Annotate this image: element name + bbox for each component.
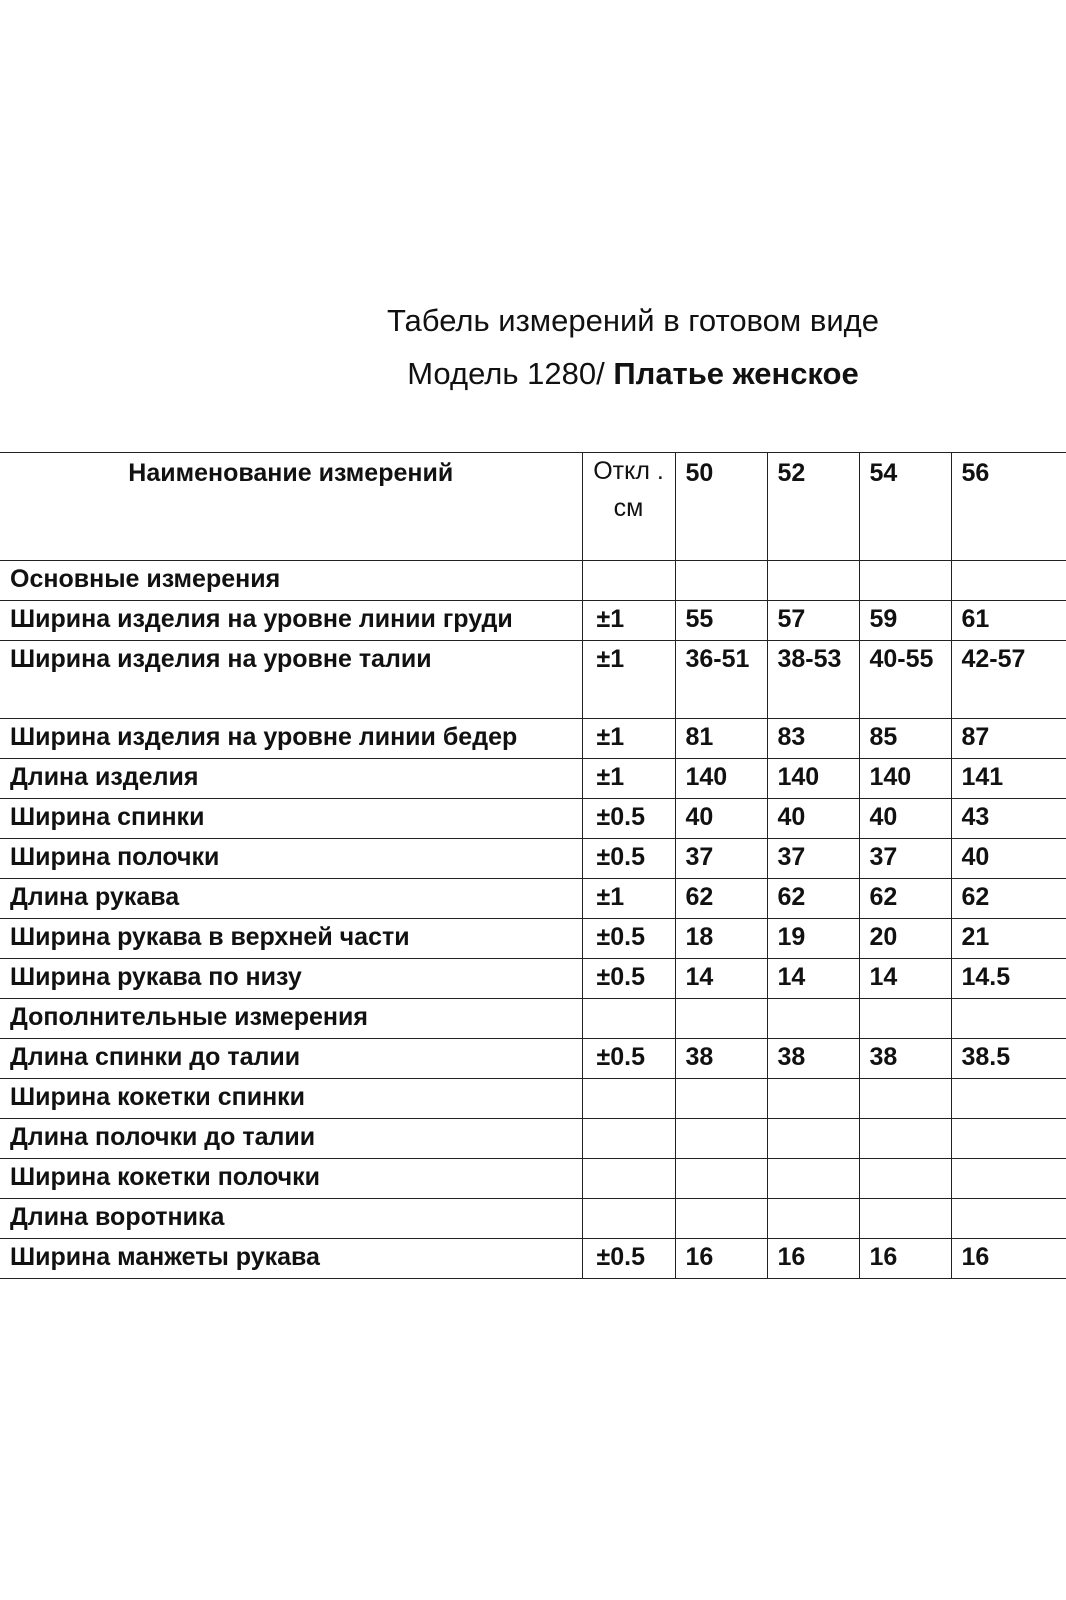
size-value-cell [767, 561, 859, 601]
size-value-cell: 40 [859, 799, 951, 839]
header-size-cell: 50 [675, 453, 767, 561]
measurement-name-cell: Ширина манжеты рукава [0, 1239, 582, 1279]
size-value-cell: 59 [859, 601, 951, 641]
measurement-name-cell: Ширина изделия на уровне талии [0, 641, 582, 719]
size-value-cell: 62 [859, 879, 951, 919]
size-value-cell: 16 [675, 1239, 767, 1279]
size-value-cell [859, 999, 951, 1039]
size-value-cell [675, 1079, 767, 1119]
size-value-cell [675, 1199, 767, 1239]
size-value-cell: 140 [767, 759, 859, 799]
table-row [0, 999, 1066, 1039]
document-title-text: Табель измерений в готовом виде [387, 303, 879, 338]
table-row [0, 759, 1066, 799]
size-value-cell: 81 [675, 719, 767, 759]
size-value-cell [951, 1079, 1066, 1119]
tolerance-cell: ±0.5 [582, 839, 675, 879]
size-value-cell [675, 1159, 767, 1199]
measurement-name-cell: Длина воротника [0, 1199, 582, 1239]
size-value-cell: 57 [767, 601, 859, 641]
table-row [0, 1239, 1066, 1279]
size-value-cell: 87 [951, 719, 1066, 759]
size-value-cell: 37 [675, 839, 767, 879]
size-value-cell [859, 1199, 951, 1239]
size-value-cell: 140 [859, 759, 951, 799]
size-value-cell: 42-57 [951, 641, 1066, 719]
table-row [0, 879, 1066, 919]
measurement-name-cell: Дополнительные измерения [0, 999, 582, 1039]
size-value-cell: 40 [951, 839, 1066, 879]
table-row [0, 719, 1066, 759]
size-value-cell: 38 [767, 1039, 859, 1079]
measurement-name-cell: Ширина спинки [0, 799, 582, 839]
measurement-name-cell: Длина изделия [0, 759, 582, 799]
document-subtitle [0, 356, 1066, 392]
table-header-row [0, 453, 1066, 561]
measurement-table [0, 452, 1066, 1279]
size-value-cell: 38-53 [767, 641, 859, 719]
size-value-cell: 85 [859, 719, 951, 759]
size-value-cell: 83 [767, 719, 859, 759]
header-tolerance-cell [582, 453, 675, 561]
measurement-name-cell: Ширина изделия на уровне линии бедер [0, 719, 582, 759]
size-value-cell [767, 1079, 859, 1119]
size-value-cell: 43 [951, 799, 1066, 839]
size-value-cell: 14 [675, 959, 767, 999]
size-value-cell [951, 1159, 1066, 1199]
table-row [0, 1039, 1066, 1079]
size-value-cell: 40-55 [859, 641, 951, 719]
tolerance-cell: ±0.5 [582, 799, 675, 839]
size-value-cell: 20 [859, 919, 951, 959]
size-value-cell [859, 561, 951, 601]
model-label: Модель 1280/ [407, 356, 605, 391]
size-value-cell: 38 [859, 1039, 951, 1079]
tolerance-cell: ±1 [582, 719, 675, 759]
size-value-cell [767, 1159, 859, 1199]
size-value-cell: 36-51 [675, 641, 767, 719]
table-row [0, 1119, 1066, 1159]
size-value-cell: 40 [675, 799, 767, 839]
table-body [0, 561, 1066, 1279]
table-row [0, 601, 1066, 641]
size-value-cell: 141 [951, 759, 1066, 799]
measurement-name-cell: Ширина кокетки спинки [0, 1079, 582, 1119]
size-value-cell [767, 1199, 859, 1239]
size-value-cell: 37 [767, 839, 859, 879]
size-value-cell: 21 [951, 919, 1066, 959]
tolerance-cell: ±1 [582, 759, 675, 799]
size-value-cell: 55 [675, 601, 767, 641]
size-value-cell [675, 561, 767, 601]
table-row [0, 799, 1066, 839]
size-value-cell [767, 999, 859, 1039]
size-value-cell [859, 1079, 951, 1119]
document-title [0, 303, 1066, 339]
size-value-cell: 62 [951, 879, 1066, 919]
size-value-cell: 62 [675, 879, 767, 919]
table-row [0, 959, 1066, 999]
tolerance-cell [582, 1199, 675, 1239]
header-tolerance-text: Откл . см [593, 457, 664, 522]
measurement-name-cell: Длина полочки до талии [0, 1119, 582, 1159]
product-label: Платье женское [604, 356, 859, 391]
measurement-name-cell: Длина рукава [0, 879, 582, 919]
header-size-cell: 54 [859, 453, 951, 561]
table-row [0, 561, 1066, 601]
header-name-cell: Наименование измерений [0, 453, 582, 561]
tolerance-cell: ±1 [582, 879, 675, 919]
tolerance-cell: ±1 [582, 641, 675, 719]
measurement-name-cell: Ширина полочки [0, 839, 582, 879]
size-value-cell [675, 1119, 767, 1159]
tolerance-cell: ±0.5 [582, 1039, 675, 1079]
size-value-cell [951, 1119, 1066, 1159]
measurement-name-cell: Ширина рукава в верхней части [0, 919, 582, 959]
size-value-cell: 16 [767, 1239, 859, 1279]
tolerance-cell: ±0.5 [582, 959, 675, 999]
size-value-cell: 14.5 [951, 959, 1066, 999]
size-value-cell: 16 [859, 1239, 951, 1279]
size-value-cell: 38.5 [951, 1039, 1066, 1079]
size-value-cell: 14 [767, 959, 859, 999]
tolerance-cell [582, 1079, 675, 1119]
tolerance-cell [582, 999, 675, 1039]
tolerance-cell: ±1 [582, 601, 675, 641]
size-value-cell: 38 [675, 1039, 767, 1079]
size-value-cell: 140 [675, 759, 767, 799]
measurement-name-cell: Ширина рукава по низу [0, 959, 582, 999]
header-size-cell: 52 [767, 453, 859, 561]
table-row [0, 919, 1066, 959]
size-value-cell [951, 1199, 1066, 1239]
tolerance-cell: ±0.5 [582, 919, 675, 959]
table-row [0, 641, 1066, 719]
table-row [0, 839, 1066, 879]
size-value-cell: 14 [859, 959, 951, 999]
size-value-cell [675, 999, 767, 1039]
size-value-cell: 62 [767, 879, 859, 919]
table-row [0, 1199, 1066, 1239]
tolerance-cell [582, 561, 675, 601]
size-value-cell: 16 [951, 1239, 1066, 1279]
size-value-cell [767, 1119, 859, 1159]
size-value-cell [859, 1159, 951, 1199]
header-size-cell: 56 [951, 453, 1066, 561]
size-value-cell [859, 1119, 951, 1159]
tolerance-cell [582, 1119, 675, 1159]
size-value-cell [951, 561, 1066, 601]
measurement-name-cell: Длина спинки до талии [0, 1039, 582, 1079]
tolerance-cell [582, 1159, 675, 1199]
measurement-name-cell: Основные измерения [0, 561, 582, 601]
size-value-cell: 37 [859, 839, 951, 879]
measurement-name-cell: Ширина изделия на уровне линии груди [0, 601, 582, 641]
tolerance-cell: ±0.5 [582, 1239, 675, 1279]
size-value-cell: 61 [951, 601, 1066, 641]
size-value-cell: 19 [767, 919, 859, 959]
measurement-name-cell: Ширина кокетки полочки [0, 1159, 582, 1199]
size-value-cell: 40 [767, 799, 859, 839]
table-row [0, 1079, 1066, 1119]
size-value-cell [951, 999, 1066, 1039]
size-value-cell: 18 [675, 919, 767, 959]
table-row [0, 1159, 1066, 1199]
